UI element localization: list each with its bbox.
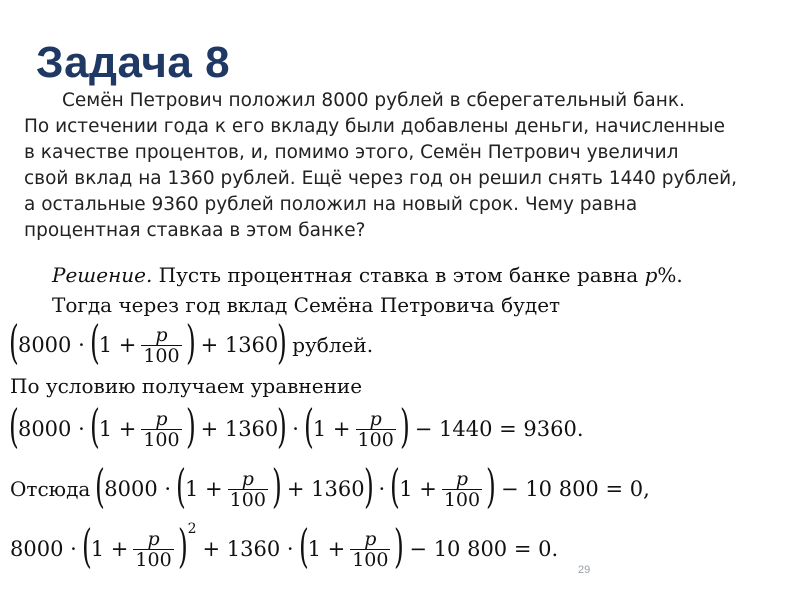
paren-close: ) bbox=[177, 519, 188, 573]
one-plus: 1 + bbox=[98, 417, 137, 441]
solution-label: Решение. bbox=[52, 263, 153, 287]
hence-label: Отсюда bbox=[10, 477, 91, 501]
solution-text: Пусть процентная ставка в этом банке равна bbox=[152, 263, 645, 287]
multiply-dot: · bbox=[378, 477, 386, 501]
paren-close: ) bbox=[277, 399, 288, 453]
paren-close: ) bbox=[399, 399, 410, 453]
multiply-dot: · bbox=[292, 417, 299, 441]
plus-1360: + 1360 bbox=[286, 477, 365, 501]
paren-open: ( bbox=[9, 399, 19, 453]
paren-close: ) bbox=[271, 459, 282, 513]
fraction-p-100: $\frac{p}{100}$ bbox=[143, 323, 180, 367]
percent-sign: %. bbox=[657, 263, 683, 287]
paren-close: ) bbox=[486, 459, 497, 513]
one-plus: 1 + bbox=[185, 477, 223, 501]
condition-text: По условию получаем уравнение bbox=[10, 374, 363, 398]
solution-line-2: Тогда через год вклад Семёна Петровича будет bbox=[52, 293, 561, 317]
paren-close: ) bbox=[394, 519, 405, 573]
variable-p: p bbox=[644, 263, 658, 287]
value-8000: 8000 · bbox=[10, 537, 77, 561]
slide-title: Задача 8 bbox=[36, 38, 231, 87]
value-8000: 8000 · bbox=[104, 477, 172, 501]
one-plus: 1 + bbox=[312, 417, 351, 441]
paren-open: ( bbox=[95, 459, 106, 513]
paren-open: ( bbox=[81, 519, 92, 573]
rubles-label: рублей. bbox=[292, 333, 374, 357]
plus-1360: + 1360 bbox=[200, 417, 279, 441]
problem-line: в качестве процентов, и, помимо этого, Семён Петрович увеличил bbox=[24, 142, 679, 163]
condition-line bbox=[10, 371, 362, 401]
paren-open: ( bbox=[89, 315, 100, 369]
plus-1360-times: + 1360 · bbox=[202, 537, 294, 561]
paren-open: ( bbox=[9, 315, 19, 369]
value-8000: 8000 · bbox=[17, 333, 85, 357]
paren-open: ( bbox=[89, 399, 100, 453]
problem-line: Семён Петрович положил 8000 рублей в сберегательный банк. bbox=[62, 90, 685, 111]
minus-1440-equals: − 1440 = 9360. bbox=[414, 417, 584, 441]
one-plus: 1 + bbox=[98, 333, 137, 357]
value-8000: 8000 · bbox=[17, 417, 85, 441]
paren-close: ) bbox=[185, 315, 196, 369]
equation-2 bbox=[10, 459, 650, 513]
fraction-p-100: $\frac{p}{100}$ bbox=[352, 527, 389, 571]
paren-open: ( bbox=[298, 519, 309, 573]
paren-close: ) bbox=[185, 399, 196, 453]
one-plus: 1 + bbox=[90, 537, 129, 561]
problem-statement bbox=[24, 88, 784, 244]
slide-number: 29 bbox=[578, 564, 591, 576]
minus-10800-equals: − 10 800 = 0. bbox=[409, 537, 559, 561]
fraction-p-100: $\frac{p}{100}$ bbox=[357, 407, 394, 451]
paren-close: ) bbox=[363, 459, 374, 513]
fraction-p-100: $\frac{p}{100}$ bbox=[229, 467, 266, 511]
equation-3 bbox=[10, 519, 559, 573]
equation-1 bbox=[9, 399, 584, 453]
deposit-expression bbox=[9, 315, 374, 369]
plus-1360: + 1360 bbox=[200, 333, 279, 357]
paren-open: ( bbox=[303, 399, 314, 453]
exponent-2: 2 bbox=[187, 521, 197, 537]
solution-intro bbox=[52, 260, 683, 320]
paren-open: ( bbox=[176, 459, 186, 513]
one-plus: 1 + bbox=[399, 477, 437, 501]
problem-line: а остальные 9360 рублей положил на новый срок. Чему равна bbox=[24, 194, 638, 215]
problem-line: свой вклад на 1360 рублей. Ещё через год он решил снять 1440 рублей, bbox=[24, 168, 738, 189]
problem-line: процентная ставкаа в этом банке? bbox=[24, 220, 366, 241]
problem-line: По истечении года к его вкладу были добавлены деньги, начисленные bbox=[24, 116, 725, 137]
fraction-p-100: $\frac{p}{100}$ bbox=[443, 467, 481, 511]
solution-line-1 bbox=[52, 260, 683, 290]
one-plus: 1 + bbox=[307, 537, 346, 561]
minus-10800-equals: − 10 800 = 0, bbox=[501, 477, 650, 501]
fraction-p-100: $\frac{p}{100}$ bbox=[135, 527, 172, 571]
fraction-p-100: $\frac{p}{100}$ bbox=[143, 407, 180, 451]
paren-open: ( bbox=[390, 459, 401, 513]
paren-close: ) bbox=[277, 315, 288, 369]
